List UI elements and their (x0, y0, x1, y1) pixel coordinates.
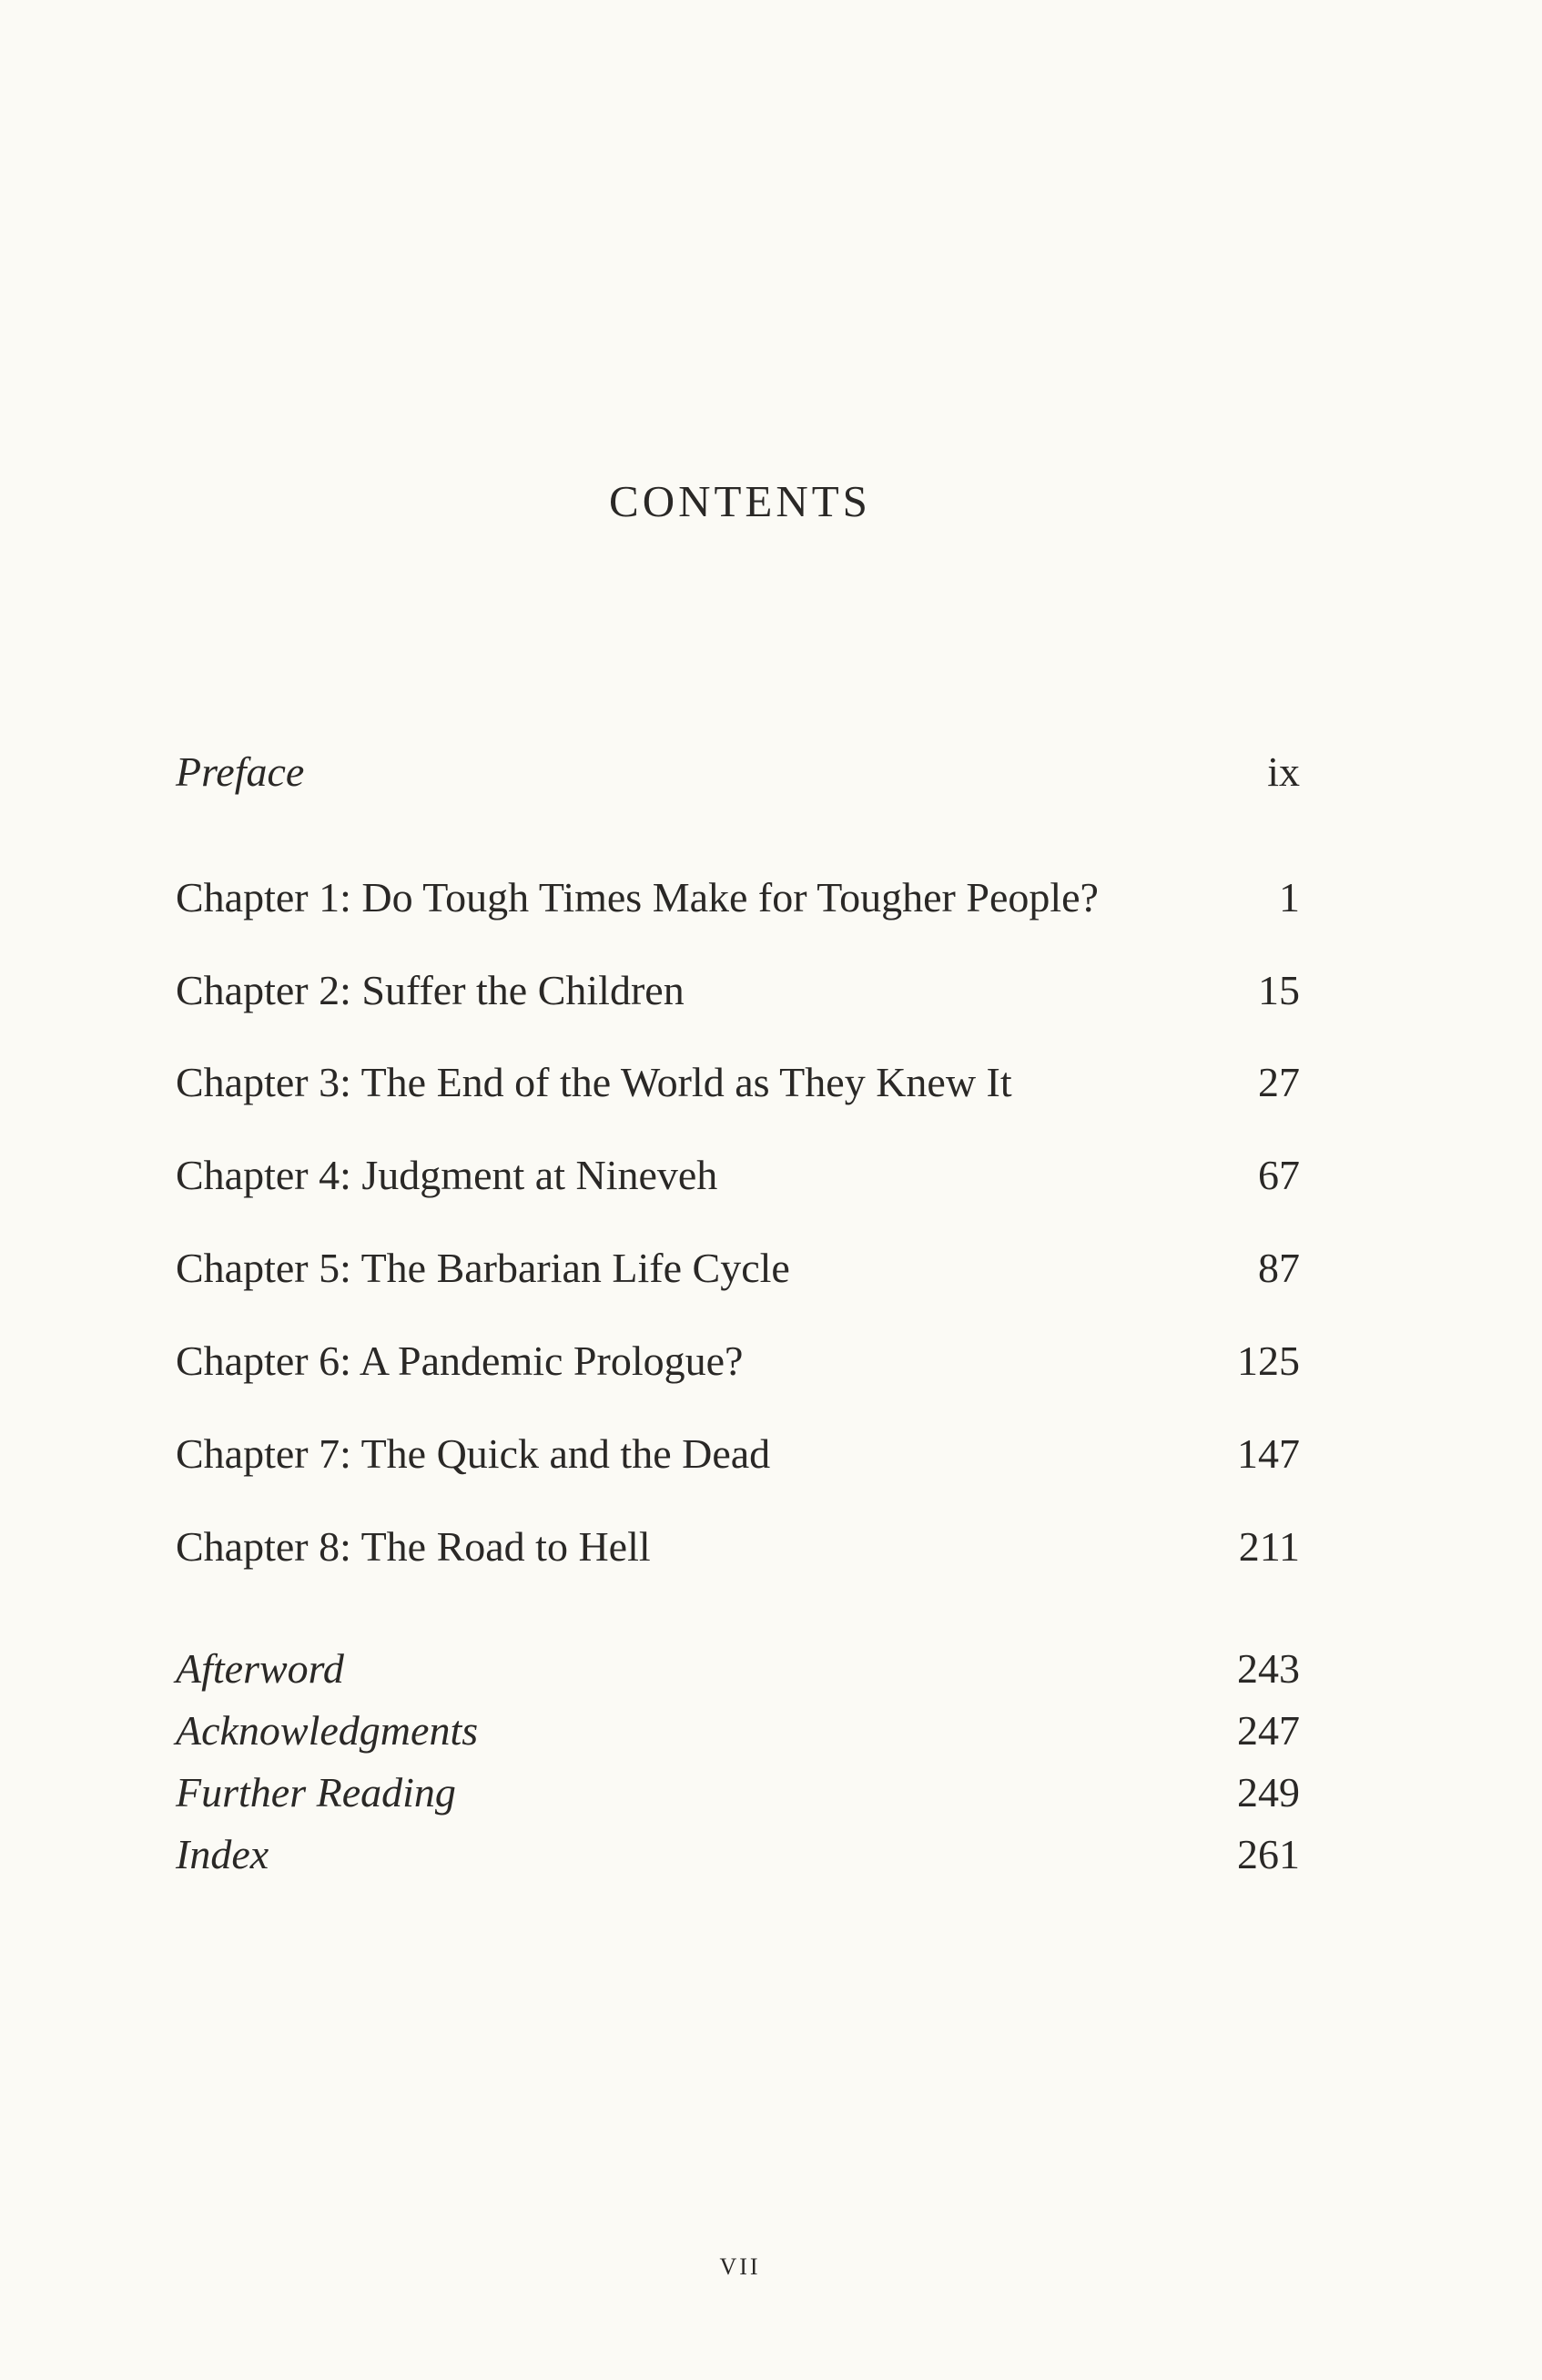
toc-entry-page: 211 (1238, 1523, 1300, 1570)
toc-entry-afterword (176, 1643, 1300, 1693)
toc-entry-page: ix (1267, 748, 1300, 795)
toc-entry-chapter-5 (176, 1243, 1300, 1293)
toc-entry-page: 243 (1237, 1645, 1300, 1692)
toc-entry-chapter-7 (176, 1429, 1300, 1479)
toc-entry-page: 27 (1258, 1059, 1300, 1105)
toc-entry-page: 147 (1237, 1430, 1300, 1477)
toc-entry-title: Chapter 8: The Road to Hell (176, 1523, 651, 1570)
toc-entry-page: 125 (1237, 1337, 1300, 1384)
toc-entry-acknowledgments (176, 1705, 1300, 1755)
toc-entry-further-reading (176, 1767, 1300, 1817)
toc-entry-index (176, 1829, 1300, 1879)
toc-entry-title: Chapter 1: Do Tough Times Make for Tougher People? (176, 874, 1099, 920)
toc-entry-title: Chapter 2: Suffer the Children (176, 967, 685, 1013)
toc-entry-chapter-4 (176, 1150, 1300, 1200)
toc-entry-page: 249 (1237, 1769, 1300, 1816)
toc-entry-title: Afterword (176, 1645, 344, 1692)
toc-entry-chapter-6 (176, 1336, 1300, 1386)
toc-entry-title: Chapter 3: The End of the World as They Knew It (176, 1059, 1012, 1105)
toc-entry-page: 247 (1237, 1707, 1300, 1754)
toc-entry-title: Chapter 7: The Quick and the Dead (176, 1430, 771, 1477)
toc-entry-title: Chapter 5: The Barbarian Life Cycle (176, 1245, 790, 1291)
toc-entry-page: 87 (1258, 1245, 1300, 1291)
toc-entry-title: Chapter 4: Judgment at Nineveh (176, 1152, 718, 1198)
toc-entry-preface (176, 747, 1300, 797)
toc-entry-page: 1 (1279, 874, 1300, 920)
toc-entry-chapter-8 (176, 1521, 1300, 1571)
contents-heading: CONTENTS (609, 476, 871, 526)
toc-entry-page: 15 (1258, 967, 1300, 1013)
toc-entry-title: Preface (176, 748, 305, 795)
toc-entry-title: Index (176, 1831, 269, 1877)
toc-entry-page: 67 (1258, 1152, 1300, 1198)
toc-entry-chapter-2 (176, 965, 1300, 1015)
toc-entry-title: Chapter 6: A Pandemic Prologue? (176, 1337, 744, 1384)
toc-entry-chapter-3 (176, 1057, 1300, 1107)
toc-entry-chapter-1 (176, 872, 1300, 922)
toc-entry-title: Further Reading (176, 1769, 456, 1816)
toc-entry-page: 261 (1237, 1831, 1300, 1877)
page-number: VII (719, 2253, 761, 2280)
toc-entry-title: Acknowledgments (176, 1707, 479, 1754)
